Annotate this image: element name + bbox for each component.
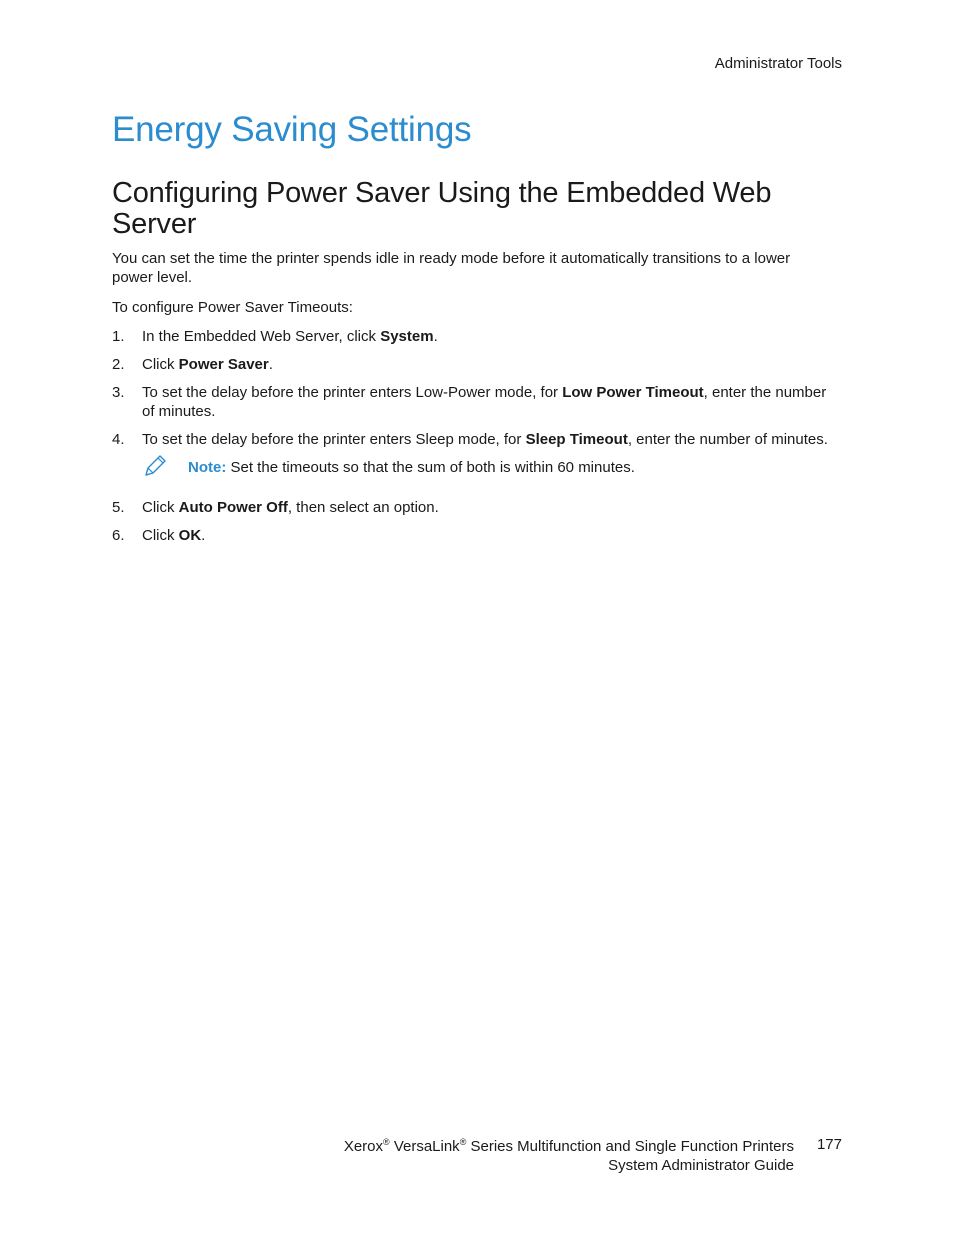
- footer-line-1: [344, 1137, 794, 1156]
- step-4: [112, 430, 832, 449]
- footer-line-2: System Administrator Guide: [608, 1157, 794, 1174]
- step-text: Click: [142, 356, 179, 373]
- ui-term: Low Power Timeout: [562, 384, 704, 401]
- step-6: [112, 526, 832, 545]
- procedure-steps: [112, 327, 832, 449]
- ui-term: Auto Power Off: [178, 499, 288, 516]
- section-title: Configuring Power Saver Using the Embedded Web Server: [112, 177, 772, 240]
- step-text: .: [268, 356, 273, 373]
- step-text: .: [201, 527, 206, 544]
- step-number: 5.: [112, 499, 125, 516]
- ui-term: OK: [178, 527, 202, 544]
- chapter-title: Energy Saving Settings: [112, 110, 472, 149]
- ui-term: Power Saver: [178, 356, 269, 373]
- note-callout: [142, 458, 832, 484]
- step-number: 4.: [112, 431, 125, 448]
- step-number: 3.: [112, 384, 125, 401]
- running-header: Administrator Tools: [714, 55, 842, 72]
- page-number: 177: [816, 1136, 842, 1153]
- step-3: [112, 383, 832, 421]
- step-text: To set the delay before the printer enters Low-Power mode, for: [142, 384, 563, 401]
- note-text: Set the timeouts so that the sum of both is within 60 minutes.: [230, 459, 635, 476]
- note-label: Note:: [188, 459, 227, 476]
- step-number: 2.: [112, 356, 125, 373]
- step-text: .: [433, 328, 438, 345]
- procedure-steps-continued: [112, 498, 832, 545]
- step-text: , enter the number of minutes.: [627, 431, 828, 448]
- step-2: [112, 355, 832, 374]
- step-5: [112, 498, 832, 517]
- ui-term: System: [380, 328, 434, 345]
- registered-mark: ®: [383, 1137, 390, 1147]
- footer-brand: Xerox: [343, 1138, 383, 1155]
- step-text: Click: [142, 527, 179, 544]
- step-text: To set the delay before the printer enters Sleep mode, for: [142, 431, 526, 448]
- step-number: 1.: [112, 328, 125, 345]
- step-number: 6.: [112, 527, 125, 544]
- step-text: , enter the number of minutes.: [142, 384, 827, 420]
- footer-product: VersaLink: [393, 1138, 460, 1155]
- step-1: [112, 327, 832, 346]
- step-text: , then select an option.: [287, 499, 439, 516]
- footer-product-line: Series Multifunction and Single Function Printers: [470, 1138, 794, 1155]
- step-text: In the Embedded Web Server, click: [142, 328, 381, 345]
- main-content: [112, 108, 832, 554]
- step-text: Click: [142, 499, 179, 516]
- footer-title: [344, 1137, 794, 1175]
- ui-term: Sleep Timeout: [525, 431, 628, 448]
- pencil-icon: [142, 453, 168, 479]
- intro-paragraph: You can set the time the printer spends idle in ready mode before it automatically transitions to a lower power level.: [112, 250, 791, 286]
- procedure-lead: To configure Power Saver Timeouts:: [112, 299, 353, 316]
- registered-mark: ®: [459, 1137, 467, 1147]
